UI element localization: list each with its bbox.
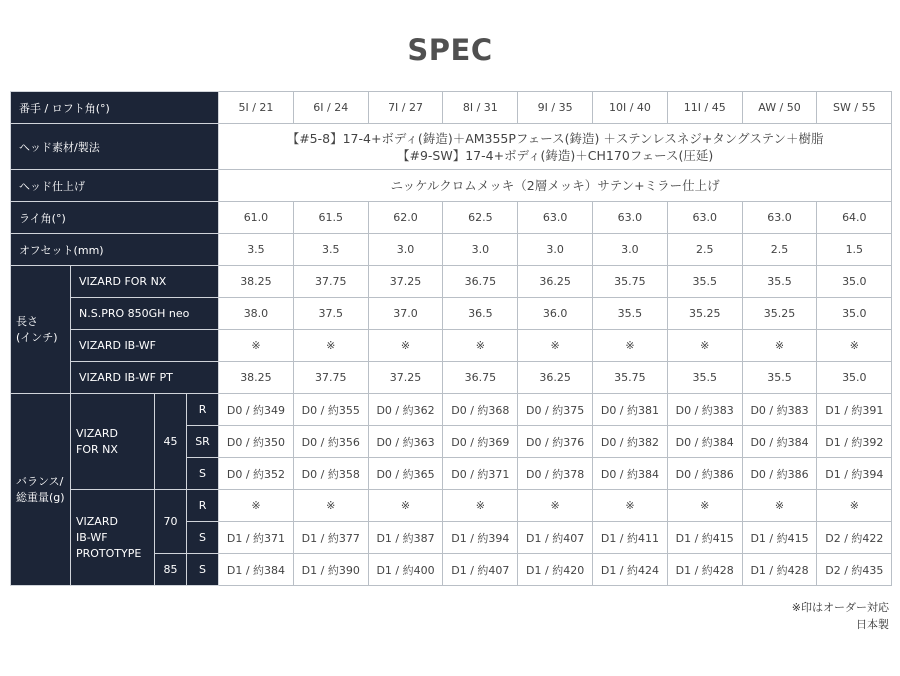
balance-value: D0 / 約382: [593, 426, 668, 458]
balance-shaft-label-line: FOR NX: [76, 442, 118, 456]
head-material-value: [219, 124, 892, 170]
offset-value: 2.5: [742, 234, 817, 266]
head-finish-label: ヘッド仕上げ: [11, 170, 219, 202]
balance-value: D1 / 約394: [443, 522, 518, 554]
balance-value: D1 / 約428: [742, 554, 817, 586]
length-value: 35.75: [593, 266, 668, 298]
length-label: [11, 266, 71, 394]
lie-value: 61.0: [219, 202, 294, 234]
club-column-header: 11I / 45: [667, 92, 742, 124]
length-value: 35.5: [742, 362, 817, 394]
length-shaft-label: VIZARD FOR NX: [71, 266, 219, 298]
balance-shaft-label-line: IB-WF: [76, 530, 108, 544]
length-value: 35.25: [667, 298, 742, 330]
lie-value: 62.5: [443, 202, 518, 234]
balance-shaft-label-line: VIZARD: [76, 426, 118, 440]
length-value: 37.5: [293, 298, 368, 330]
balance-shaft-label: [71, 490, 155, 586]
club-column-header: SW / 55: [817, 92, 892, 124]
balance-value: D0 / 約352: [219, 458, 294, 490]
club-column-header: 6I / 24: [293, 92, 368, 124]
offset-value: 3.5: [293, 234, 368, 266]
length-label-line: 長さ: [16, 314, 38, 328]
balance-value: D1 / 約371: [219, 522, 294, 554]
shaft-weight-label: 45: [155, 394, 187, 490]
length-row: [11, 298, 892, 330]
balance-value: D0 / 約384: [667, 426, 742, 458]
balance-value: D0 / 約376: [518, 426, 593, 458]
length-value: 35.5: [742, 266, 817, 298]
balance-value: D0 / 約355: [293, 394, 368, 426]
flex-label: R: [187, 490, 219, 522]
length-value: ※: [443, 330, 518, 362]
balance-value: D0 / 約378: [518, 458, 593, 490]
balance-value: D1 / 約415: [742, 522, 817, 554]
balance-value: D1 / 約384: [219, 554, 294, 586]
length-value: ※: [518, 330, 593, 362]
length-value: 37.25: [368, 266, 443, 298]
shaft-weight-label: 70: [155, 490, 187, 554]
balance-shaft-label-line: VIZARD: [76, 514, 118, 528]
balance-value: D0 / 約383: [667, 394, 742, 426]
length-value: 35.5: [667, 266, 742, 298]
balance-value: D1 / 約424: [593, 554, 668, 586]
length-value: 35.5: [667, 362, 742, 394]
head-finish-value: ニッケルクロムメッキ（2層メッキ）サテン+ミラー仕上げ: [219, 170, 892, 202]
order-note: ※印はオーダー対応: [791, 601, 889, 614]
offset-row: [11, 234, 892, 266]
length-value: ※: [368, 330, 443, 362]
balance-value: D1 / 約420: [518, 554, 593, 586]
balance-value: ※: [219, 490, 294, 522]
offset-value: 2.5: [667, 234, 742, 266]
balance-value: D0 / 約349: [219, 394, 294, 426]
balance-shaft-label: [71, 394, 155, 490]
head-material-label: ヘッド素材/製法: [11, 124, 219, 170]
length-row: [11, 362, 892, 394]
length-shaft-label: VIZARD IB-WF PT: [71, 362, 219, 394]
spec-table: [10, 91, 892, 586]
loft-header-label: 番手 / ロフト角(°): [11, 92, 219, 124]
lie-value: 63.0: [518, 202, 593, 234]
balance-value: D0 / 約356: [293, 426, 368, 458]
length-value: 37.75: [293, 266, 368, 298]
balance-value: D0 / 約365: [368, 458, 443, 490]
length-value: 35.0: [817, 362, 892, 394]
balance-value: D0 / 約371: [443, 458, 518, 490]
balance-value: D0 / 約386: [742, 458, 817, 490]
offset-value: 1.5: [817, 234, 892, 266]
balance-value: D0 / 約350: [219, 426, 294, 458]
balance-value: D1 / 約392: [817, 426, 892, 458]
balance-value: D2 / 約435: [817, 554, 892, 586]
length-value: 35.25: [742, 298, 817, 330]
length-value: 36.0: [518, 298, 593, 330]
balance-label-line: バランス/: [16, 474, 64, 488]
balance-value: D0 / 約368: [443, 394, 518, 426]
offset-value: 3.5: [219, 234, 294, 266]
balance-value: D1 / 約377: [293, 522, 368, 554]
length-value: ※: [293, 330, 368, 362]
header-row: [11, 92, 892, 124]
length-value: 36.5: [443, 298, 518, 330]
length-row: [11, 330, 892, 362]
flex-label: S: [187, 458, 219, 490]
flex-label: S: [187, 554, 219, 586]
balance-value: D2 / 約422: [817, 522, 892, 554]
length-value: 38.0: [219, 298, 294, 330]
head-material-value-line: 【#9-SW】17-4+ボディ(鋳造)＋CH170フェース(圧延): [396, 147, 714, 163]
offset-value: 3.0: [593, 234, 668, 266]
length-value: 36.75: [443, 266, 518, 298]
balance-value: D0 / 約384: [742, 426, 817, 458]
length-value: 36.25: [518, 362, 593, 394]
lie-row: [11, 202, 892, 234]
balance-value: ※: [593, 490, 668, 522]
head-finish-row: [11, 170, 892, 202]
balance-value: ※: [293, 490, 368, 522]
length-row: [11, 266, 892, 298]
balance-value: D0 / 約386: [667, 458, 742, 490]
balance-value: ※: [443, 490, 518, 522]
balance-value: D0 / 約369: [443, 426, 518, 458]
club-column-header: 10I / 40: [593, 92, 668, 124]
balance-value: D1 / 約391: [817, 394, 892, 426]
length-value: ※: [817, 330, 892, 362]
length-value: ※: [219, 330, 294, 362]
balance-value: D0 / 約362: [368, 394, 443, 426]
balance-value: D1 / 約400: [368, 554, 443, 586]
balance-value: D1 / 約407: [443, 554, 518, 586]
balance-value: ※: [742, 490, 817, 522]
balance-value: D1 / 約394: [817, 458, 892, 490]
length-value: 37.25: [368, 362, 443, 394]
length-value: 36.25: [518, 266, 593, 298]
length-value: 35.0: [817, 266, 892, 298]
balance-value: D1 / 約407: [518, 522, 593, 554]
balance-value: D0 / 約363: [368, 426, 443, 458]
balance-value: D1 / 約428: [667, 554, 742, 586]
balance-value: ※: [368, 490, 443, 522]
footnotes: [792, 599, 889, 633]
length-value: 35.5: [593, 298, 668, 330]
flex-label: SR: [187, 426, 219, 458]
offset-value: 3.0: [443, 234, 518, 266]
club-column-header: AW / 50: [742, 92, 817, 124]
lie-value: 61.5: [293, 202, 368, 234]
offset-value: 3.0: [518, 234, 593, 266]
offset-label: オフセット(mm): [11, 234, 219, 266]
length-label-line: (インチ): [16, 330, 58, 344]
club-column-header: 5I / 21: [219, 92, 294, 124]
balance-label-line: 総重量(g): [16, 490, 65, 504]
lie-value: 63.0: [593, 202, 668, 234]
flex-label: R: [187, 394, 219, 426]
shaft-weight-label: 85: [155, 554, 187, 586]
club-column-header: 9I / 35: [518, 92, 593, 124]
balance-value: ※: [518, 490, 593, 522]
balance-label: [11, 394, 71, 586]
balance-value: ※: [817, 490, 892, 522]
length-value: 38.25: [219, 266, 294, 298]
balance-value: D1 / 約411: [593, 522, 668, 554]
flex-label: S: [187, 522, 219, 554]
length-shaft-label: VIZARD IB-WF: [71, 330, 219, 362]
length-value: ※: [593, 330, 668, 362]
balance-value: D0 / 約358: [293, 458, 368, 490]
length-value: 36.75: [443, 362, 518, 394]
lie-value: 63.0: [742, 202, 817, 234]
length-value: 35.75: [593, 362, 668, 394]
page-title: SPEC: [407, 33, 493, 67]
lie-label: ライ角(°): [11, 202, 219, 234]
length-value: ※: [742, 330, 817, 362]
balance-value: D1 / 約390: [293, 554, 368, 586]
offset-value: 3.0: [368, 234, 443, 266]
balance-value: D0 / 約384: [593, 458, 668, 490]
balance-row: [11, 394, 892, 426]
club-column-header: 8I / 31: [443, 92, 518, 124]
head-material-value-line: 【#5-8】17-4+ボディ(鋳造)＋AM355Pフェース(鋳造) ＋ステンレスネジ+タングステン＋樹脂: [286, 130, 824, 146]
length-shaft-label: N.S.PRO 850GH neo: [71, 298, 219, 330]
lie-value: 63.0: [667, 202, 742, 234]
balance-shaft-label-line: PROTOTYPE: [76, 546, 142, 560]
length-value: ※: [667, 330, 742, 362]
balance-value: D1 / 約415: [667, 522, 742, 554]
lie-value: 64.0: [817, 202, 892, 234]
balance-value: D0 / 約383: [742, 394, 817, 426]
balance-row: [11, 490, 892, 522]
lie-value: 62.0: [368, 202, 443, 234]
length-value: 37.0: [368, 298, 443, 330]
made-in-japan-note: 日本製: [856, 618, 889, 631]
balance-value: D1 / 約387: [368, 522, 443, 554]
length-value: 35.0: [817, 298, 892, 330]
length-value: 37.75: [293, 362, 368, 394]
club-column-header: 7I / 27: [368, 92, 443, 124]
head-material-row: [11, 124, 892, 170]
length-value: 38.25: [219, 362, 294, 394]
balance-value: ※: [667, 490, 742, 522]
balance-value: D0 / 約381: [593, 394, 668, 426]
balance-value: D0 / 約375: [518, 394, 593, 426]
